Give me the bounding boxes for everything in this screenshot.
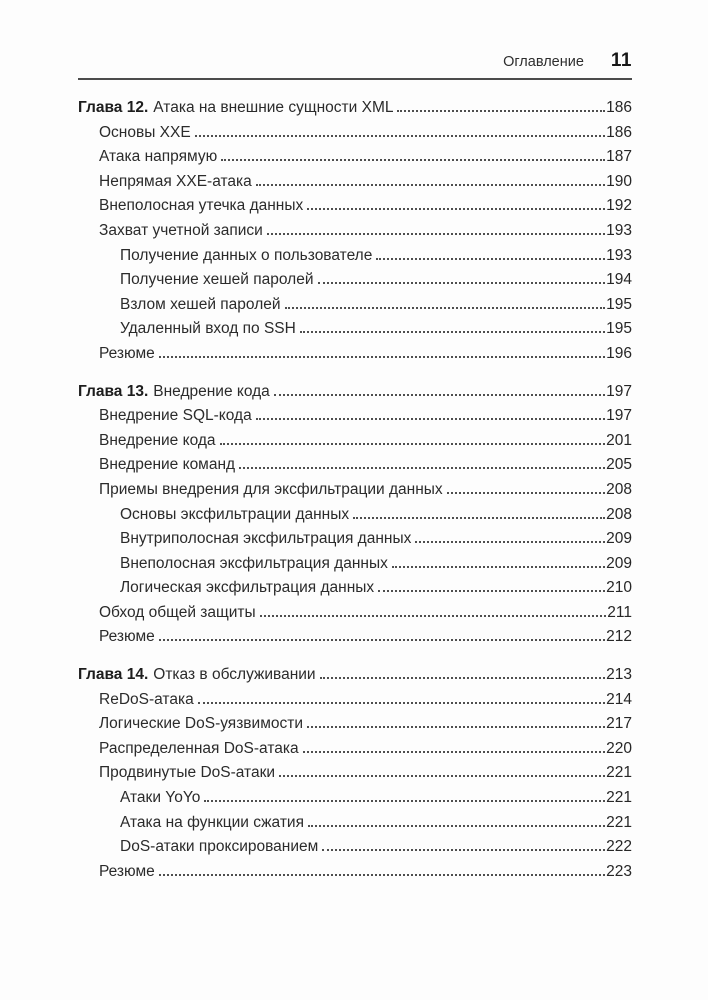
dot-leader xyxy=(308,825,605,827)
toc-entry-page-ref: 193 xyxy=(606,221,632,239)
toc-entry-row xyxy=(78,197,632,222)
toc-entry-row xyxy=(78,555,632,580)
toc-entry-title: Обход общей защиты xyxy=(99,603,256,621)
page-number: 11 xyxy=(610,50,632,71)
toc-entry-title: Атака на функции сжатия xyxy=(120,813,304,831)
toc-entry-title: Получение хешей паролей xyxy=(120,271,314,289)
toc-entry-page-ref: 186 xyxy=(606,123,632,141)
chapter-page-ref: 186 xyxy=(606,99,632,116)
toc-entry-page-ref: 222 xyxy=(606,838,632,856)
toc-chapter-row xyxy=(78,383,632,408)
toc-entry-page-ref: 208 xyxy=(606,480,632,498)
toc-entry-row xyxy=(78,838,632,863)
toc-chapter-row xyxy=(78,99,632,124)
toc-entry-title: Удаленный вход по SSH xyxy=(120,320,296,338)
toc-entry-title: Основы эксфильтрации данных xyxy=(120,505,350,523)
toc-entry-page-ref: 194 xyxy=(606,271,632,289)
dot-leader xyxy=(220,443,606,445)
chapter-title: Атака на внешние сущности XML xyxy=(153,99,394,116)
toc-entry-row xyxy=(78,432,632,457)
toc-entry-row xyxy=(78,320,632,345)
toc-entry-row xyxy=(78,764,632,789)
toc-entry-row xyxy=(78,863,632,888)
header-rule xyxy=(78,78,632,80)
chapter-page-ref: 213 xyxy=(606,666,632,684)
toc-entry-page-ref: 195 xyxy=(606,295,632,313)
dot-leader xyxy=(279,775,605,777)
toc-entry-title: Резюме xyxy=(99,344,155,362)
toc-entry-title: ReDoS-атака xyxy=(99,690,194,708)
dot-leader xyxy=(267,233,605,235)
dot-leader xyxy=(159,356,605,358)
dot-leader xyxy=(376,258,605,260)
toc-entry-page-ref: 205 xyxy=(606,456,632,474)
dot-leader xyxy=(260,615,607,617)
toc-entry-title: Распределенная DoS-атака xyxy=(99,739,299,757)
dot-leader xyxy=(256,418,605,420)
toc-entry-title: Атака напрямую xyxy=(99,148,218,166)
dot-leader xyxy=(447,492,605,494)
toc-entry-page-ref: 221 xyxy=(606,813,632,831)
toc-entry-row xyxy=(78,296,632,321)
toc-entry-row xyxy=(78,481,632,506)
toc-entry-title: Внедрение SQL-кода xyxy=(99,407,252,425)
dot-leader xyxy=(159,874,605,876)
toc-entry-title: Основы XXE xyxy=(99,123,191,141)
toc-entry-row xyxy=(78,530,632,555)
toc-entry-title: Внеполосная эксфильтрация данных xyxy=(120,554,388,572)
toc-entry-title: Получение данных о пользователе xyxy=(120,246,373,264)
toc-entry-page-ref: 220 xyxy=(606,739,632,757)
toc-entry-page-ref: 209 xyxy=(606,554,632,572)
toc-entry-title: Резюме xyxy=(99,862,155,880)
toc-entry-page-ref: 217 xyxy=(606,715,632,733)
toc-entry-title: Логическая эксфильтрация данных xyxy=(120,579,375,597)
dot-leader xyxy=(307,208,605,210)
toc-entry-title: Атаки YoYo xyxy=(120,789,201,807)
toc-entry-row xyxy=(78,124,632,149)
toc-entry-row xyxy=(78,456,632,481)
toc-entry-row xyxy=(78,789,632,814)
toc-entry-title: Внеполосная утечка данных xyxy=(99,197,304,215)
toc-entry-row xyxy=(78,506,632,531)
dot-leader xyxy=(392,566,605,568)
dot-leader xyxy=(397,110,605,112)
toc-entry-page-ref: 190 xyxy=(606,172,632,190)
page-header xyxy=(78,50,632,72)
toc-entry-title: Резюме xyxy=(99,628,155,646)
toc-entry-title: Внедрение кода xyxy=(99,431,216,449)
toc-entry-row xyxy=(78,148,632,173)
toc-entry-page-ref: 208 xyxy=(606,505,632,523)
dot-leader xyxy=(195,135,605,137)
chapter-number: Глава 14. xyxy=(78,666,149,684)
toc-entry-page-ref: 192 xyxy=(606,197,632,215)
toc-entry-page-ref: 214 xyxy=(606,690,632,708)
dot-leader xyxy=(318,282,606,284)
toc-entry-row xyxy=(78,628,632,653)
toc-entry-row xyxy=(78,247,632,272)
toc-entry-page-ref: 187 xyxy=(606,148,632,166)
toc-entry-page-ref: 223 xyxy=(606,862,632,880)
toc-entry-title: DoS-атаки проксированием xyxy=(120,838,319,856)
toc-entry-row xyxy=(78,740,632,765)
toc-chapter-row xyxy=(78,666,632,691)
dot-leader xyxy=(415,541,605,543)
dot-leader xyxy=(320,677,606,679)
dot-leader xyxy=(322,849,605,851)
dot-leader xyxy=(353,517,605,519)
dot-leader xyxy=(307,726,605,728)
toc-entry-page-ref: 201 xyxy=(606,431,632,449)
dot-leader xyxy=(274,394,605,396)
toc-entry-title: Внутриполосная эксфильтрация данных xyxy=(120,530,412,548)
chapter-title: Внедрение кода xyxy=(153,382,270,400)
toc-entry-page-ref: 197 xyxy=(606,407,632,425)
dot-leader xyxy=(159,639,605,641)
toc-entry-page-ref: 211 xyxy=(607,603,632,621)
chapter-number: Глава 12. xyxy=(78,99,149,116)
toc-entry-title: Логические DoS-уязвимости xyxy=(99,715,303,733)
dot-leader xyxy=(300,331,605,333)
toc-entry-title: Продвинутые DoS-атаки xyxy=(99,764,276,782)
toc-entry-page-ref: 209 xyxy=(606,530,632,548)
dot-leader xyxy=(256,184,605,186)
toc-entry-title: Захват учетной записи xyxy=(99,221,263,239)
dot-leader xyxy=(303,751,606,753)
dot-leader xyxy=(204,800,605,802)
toc-entry-page-ref: 210 xyxy=(606,579,632,597)
toc-entry-page-ref: 221 xyxy=(606,789,632,807)
toc-entry-row xyxy=(78,814,632,839)
dot-leader xyxy=(198,702,605,704)
dot-leader xyxy=(221,159,605,161)
toc-entry-page-ref: 221 xyxy=(606,764,632,782)
chapter-title: Отказ в обслуживании xyxy=(153,666,316,684)
toc-entry-title: Внедрение команд xyxy=(99,456,236,474)
toc-entry-row xyxy=(78,604,632,629)
toc-entry-row xyxy=(78,173,632,198)
dot-leader xyxy=(285,307,606,309)
toc-entry-page-ref: 193 xyxy=(606,246,632,264)
running-title: Оглавление xyxy=(503,54,584,70)
dot-leader xyxy=(378,590,605,592)
chapter-page-ref: 197 xyxy=(606,382,632,400)
toc-entry-page-ref: 196 xyxy=(606,344,632,362)
toc-entry-page-ref: 195 xyxy=(606,320,632,338)
toc-entry-row xyxy=(78,345,632,370)
dot-leader xyxy=(239,467,605,469)
toc-entry-row xyxy=(78,271,632,296)
toc-entry-page-ref: 212 xyxy=(606,628,632,646)
toc-entry-row xyxy=(78,715,632,740)
toc-entry-title: Приемы внедрения для эксфильтрации данных xyxy=(99,480,443,498)
toc-entry-row xyxy=(78,407,632,432)
toc-entry-title: Взлом хешей паролей xyxy=(120,295,281,313)
toc-entry-row xyxy=(78,691,632,716)
table-of-contents xyxy=(78,99,632,887)
chapter-number: Глава 13. xyxy=(78,382,149,400)
toc-entry-title: Непрямая XXE-атака xyxy=(99,172,252,190)
toc-entry-row xyxy=(78,579,632,604)
toc-entry-row xyxy=(78,222,632,247)
